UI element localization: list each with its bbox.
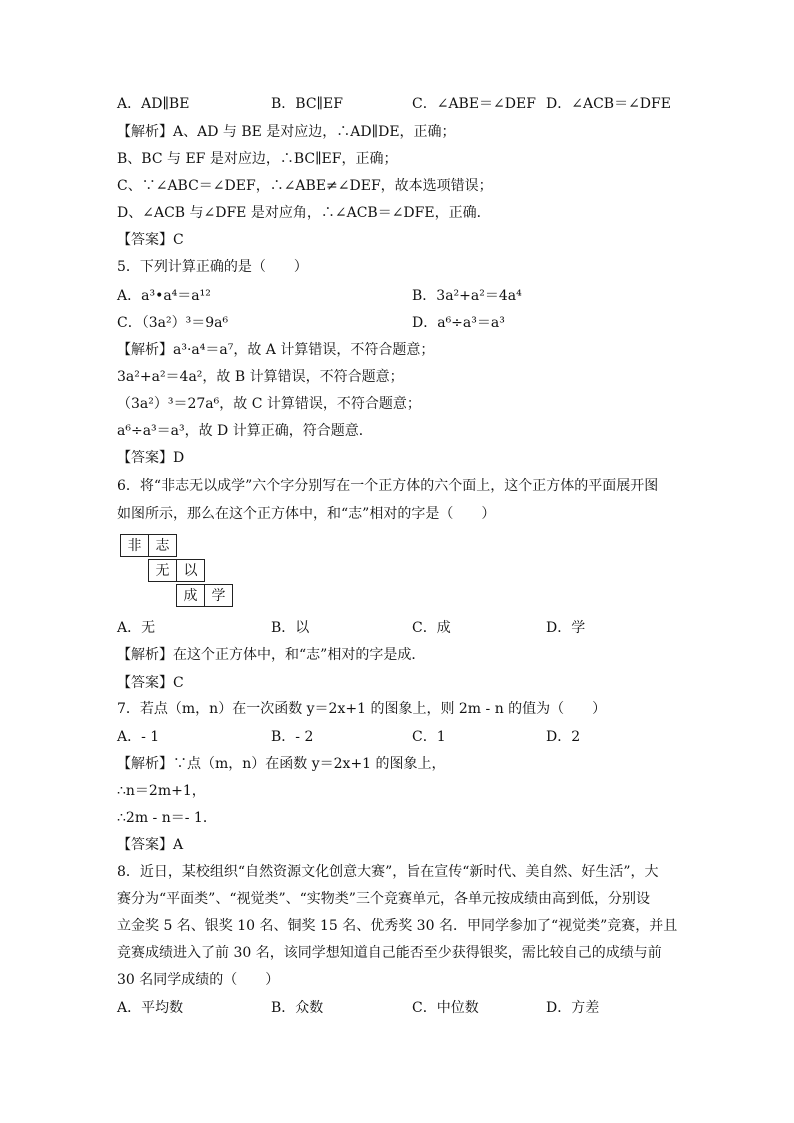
q7-analysis-line: ∴2m - n＝- 1． bbox=[117, 810, 217, 826]
q8-option-c: C．中位数 bbox=[412, 1000, 479, 1016]
q4-option-b: B．BC∥EF bbox=[271, 96, 343, 112]
q6-option-a: A．无 bbox=[117, 620, 156, 636]
q5-analysis-line: 【解析】a³·a⁴＝a⁷，故 A 计算错误，不符合题意； bbox=[117, 342, 435, 358]
q4-analysis-line: 【解析】A、AD 与 BE 是对应边，∴AD∥DE，正确； bbox=[117, 124, 456, 140]
net-cell: 志 bbox=[148, 534, 177, 557]
q4-option-a: A．AD∥BE bbox=[117, 96, 190, 112]
q5-analysis-line: 3a²+a²＝4a²，故 B 计算错误，不符合题意； bbox=[117, 369, 404, 385]
q6-option-b: B．以 bbox=[271, 620, 310, 636]
q7-answer: 【答案】A bbox=[117, 837, 184, 853]
net-cell: 以 bbox=[176, 559, 205, 582]
q4-option-d: D．∠ACB＝∠DFE bbox=[546, 96, 671, 112]
q7-option-a: A．- 1 bbox=[117, 729, 160, 745]
q4-answer: 【答案】C bbox=[117, 232, 184, 248]
q5-option-d: D．a⁶÷a³＝a³ bbox=[412, 315, 505, 331]
q4-option-c: C．∠ABE＝∠DEF bbox=[412, 96, 536, 112]
q5-option-c: C．（3a²）³＝9a⁶ bbox=[117, 315, 229, 331]
q8-stem-line: 竞赛成绩进入了前 30 名，该同学想知道自己能否至少获得银奖，需比较自己的成绩与前 bbox=[117, 945, 662, 961]
q6-stem-line: 6．将“非志无以成学”六个字分别写在一个正方体的六个面上，这个正方体的平面展开图 bbox=[117, 478, 659, 494]
q7-analysis-line: ∴n＝2m+1， bbox=[117, 783, 206, 799]
net-cell: 非 bbox=[120, 534, 149, 557]
q6-analysis: 【解析】在这个正方体中，和“志”相对的字是成． bbox=[117, 647, 426, 663]
q7-analysis-line: 【解析】∵点（m，n）在函数 y＝2x+1 的图象上， bbox=[117, 756, 446, 772]
q8-option-a: A．平均数 bbox=[117, 1000, 184, 1016]
q8-option-b: B．众数 bbox=[271, 1000, 324, 1016]
q5-analysis-line: a⁶÷a³＝a³，故 D 计算正确，符合题意． bbox=[117, 423, 373, 439]
cube-net-diagram bbox=[120, 534, 240, 614]
q5-answer: 【答案】D bbox=[117, 450, 185, 466]
q6-option-d: D．学 bbox=[546, 620, 586, 636]
q7-stem: 7．若点（m，n）在一次函数 y＝2x+1 的图象上，则 2m - n 的值为（ ） bbox=[117, 701, 607, 717]
net-cell: 学 bbox=[204, 584, 233, 607]
q6-option-c: C．成 bbox=[412, 620, 451, 636]
net-cell: 成 bbox=[176, 584, 205, 607]
q8-stem-line: 8．近日，某校组织“自然资源文化创意大赛”，旨在宣传“新时代、美自然、好生活”，大 bbox=[117, 864, 659, 880]
q6-stem-line: 如图所示，那么在这个正方体中，和“志”相对的字是（ ） bbox=[117, 506, 496, 522]
q5-option-a: A．a³•a⁴＝a¹² bbox=[117, 288, 211, 304]
q4-analysis-line: C、∵∠ABC＝∠DEF，∴∠ABE≠∠DEF，故本选项错误； bbox=[117, 178, 493, 194]
q7-option-b: B．- 2 bbox=[271, 729, 314, 745]
q8-stem-line: 30 名同学成绩的（ ） bbox=[117, 972, 280, 988]
q8-option-d: D．方差 bbox=[546, 1000, 600, 1016]
q5-stem: 5．下列计算正确的是（ ） bbox=[117, 259, 308, 275]
q7-option-c: C．1 bbox=[412, 729, 446, 745]
q8-stem-line: 赛分为“平面类”、“视觉类”、“实物类”三个竞赛单元，各单元按成绩由高到低，分别设 bbox=[117, 891, 650, 907]
q4-analysis-line: B、BC 与 EF 是对应边，∴BC∥EF，正确； bbox=[117, 151, 398, 167]
net-cell: 无 bbox=[148, 559, 177, 582]
q4-analysis-line: D、∠ACB 与∠DFE 是对应角，∴∠ACB＝∠DFE，正确． bbox=[117, 205, 491, 221]
q6-answer: 【答案】C bbox=[117, 675, 184, 691]
q5-option-b: B．3a²+a²＝4a⁴ bbox=[412, 288, 522, 304]
q7-option-d: D．2 bbox=[546, 729, 581, 745]
q8-stem-line: 立金奖 5 名、银奖 10 名、铜奖 15 名、优秀奖 30 名．甲同学参加了“视觉类”竞赛，并且 bbox=[117, 918, 678, 934]
q5-analysis-line: （3a²）³＝27a⁶，故 C 计算错误，不符合题意； bbox=[117, 396, 421, 412]
